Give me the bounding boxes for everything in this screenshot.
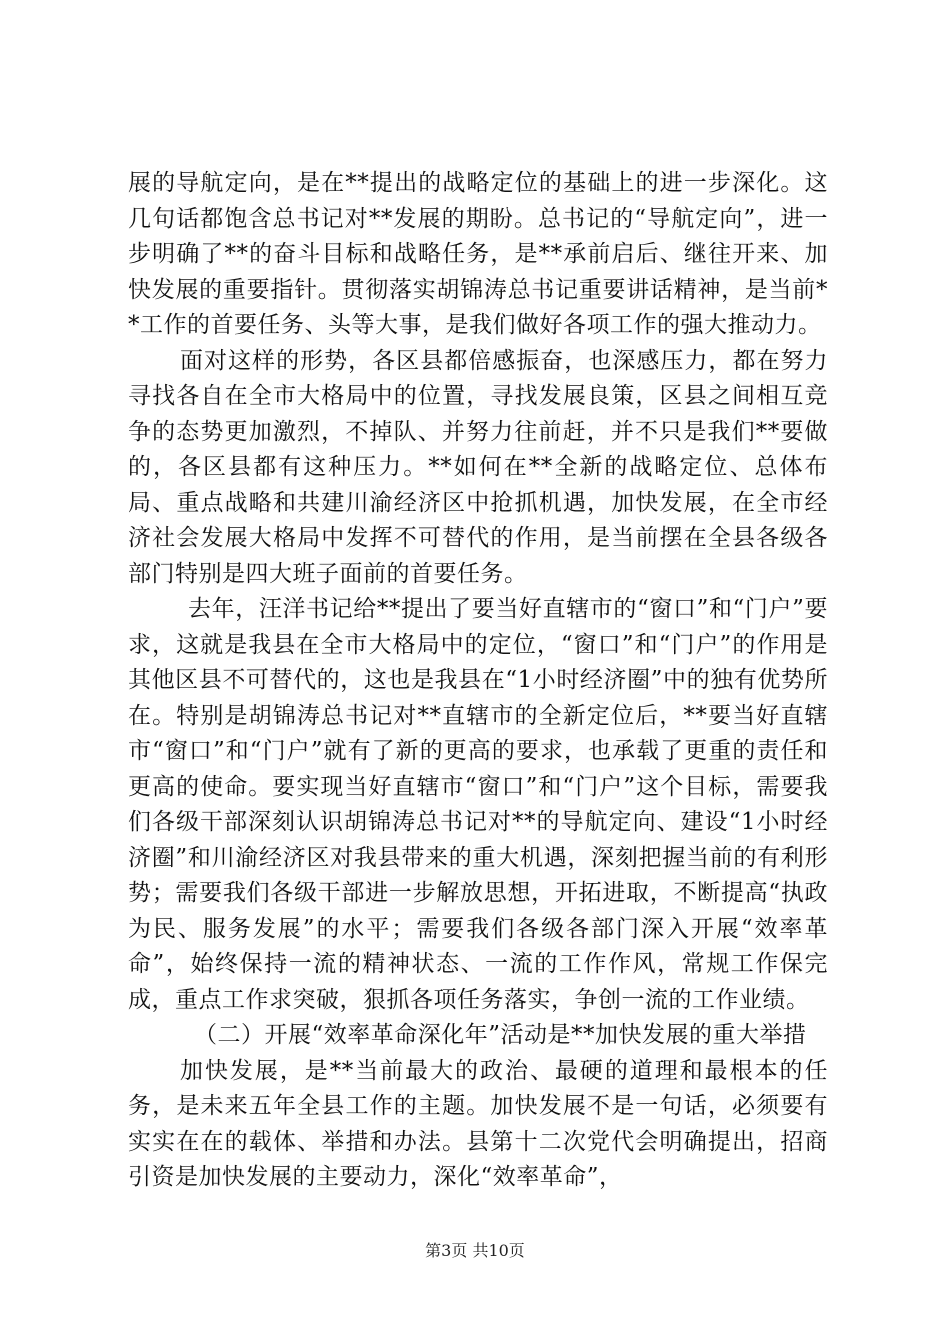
paragraph-situation: 面对这样的形势，各区县都倍感振奋，也深感压力，都在努力寻找各自在全市大格局中的位置，寻找发展良策，区县之间相互竞争的态势更加激烈，不掉队、并努力往前赶，并不只是我们**要做的，各区县都有这种压力。**如何在**全新的战略定位、总体布局、重点战略和共建川渝经济区中抢抓机遇，加快发展，在全市经济社会发展大格局中发挥不可替代的作用，是当前摆在全县各级各部门特别是四大班子面前的首要任务。 xyxy=(128,347,828,587)
section-heading: （二）开展“效率革命深化年”活动是**加快发展的重大举措 xyxy=(194,1022,807,1048)
document-body xyxy=(128,166,828,1196)
page-footer: 第3页 共10页 xyxy=(425,1241,525,1260)
paragraph-continuation: 展的导航定向，是在**提出的战略定位的基础上的进一步深化。这几句话都饱含总书记对**发展的期盼。总书记的“导航定向”，进一步明确了**的奋斗目标和战略任务，是**承前启后、继往开来、加快发展的重要指针。贯彻落实胡锦涛总书记重要讲话精神，是当前**工作的首要任务、头等大事，是我们做好各项工作的强大推动力。 xyxy=(128,170,828,338)
paragraph-accelerate: 加快发展，是**当前最大的政治、最硬的道理和最根本的任务，是未来五年全县工作的主题。加快发展不是一句话，必须要有实实在在的载体、举措和办法。县第十二次党代会明确提出，招商引资是加快发展的主要动力，深化“效率革命”， xyxy=(128,1057,828,1190)
paragraph-last-year: 去年，汪洋书记给**提出了要当好直辖市的“窗口”和“门户”要求，这就是我县在全市大格局中的定位，“窗口”和“门户”的作用是其他区县不可替代的，这也是我县在“1小时经济圈”中的独有优势所在。特别是胡锦涛总书记对**直辖市的全新定位后，**要当好直辖市“窗口”和“门户”就有了新的更高的要求，也承载了更重的责任和更高的使命。要实现当好直辖市“窗口”和“门户”这个目标，需要我们各级干部深刻认识胡锦涛总书记对**的导航定向、建设“1小时经济圈”和川渝经济区对我县带来的重大机遇，深刻把握当前的有利形势；需要我们各级干部进一步解放思想，开拓进取，不断提高“执政为民、服务发展”的水平；需要我们各级各部门深入开展“效率革命”，始终保持一流的精神状态、一流的工作作风，常规工作保完成，重点工作求突破，狠抓各项任务落实，争创一流的工作业绩。 xyxy=(128,596,828,1013)
